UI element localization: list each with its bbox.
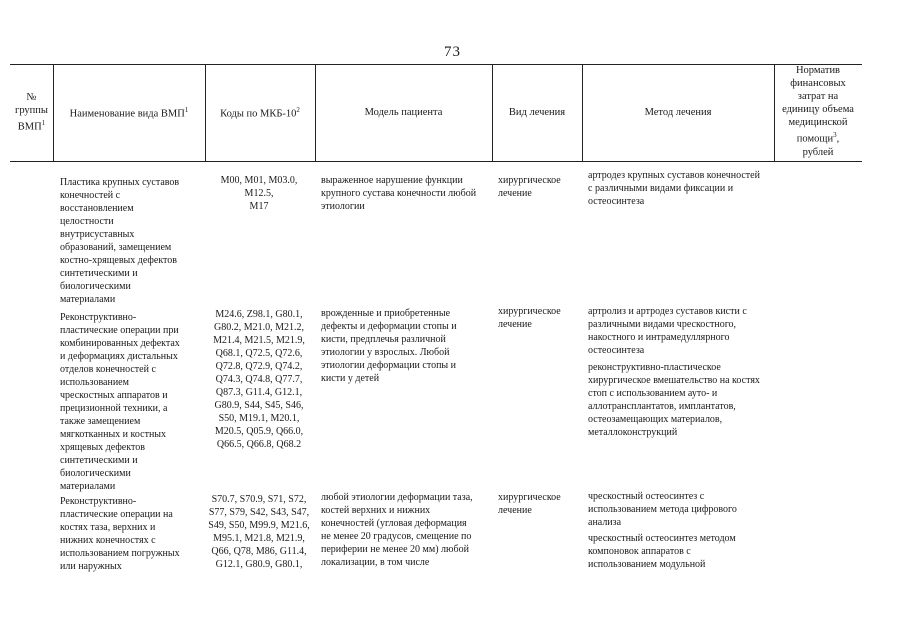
mkb-codes: S70.7, S70.9, S71, S72, S77, S79, S42, S43, S47, S49, S50, M99.9, M21.6, M95.1, M21.8, M21.9, Q66, Q78, M86, G11.4, G12.1, G80.9, G80.1, [208,494,310,570]
header-cost-norm: Норматив финансовых затрат на единицу объема медицинской помощи$^3$, рублей [782,65,854,158]
treatment-method: артродез крупных суставов конечностей с различными видами фиксации и остеосинтеза [588,170,760,207]
treatment-method: чрескостный остеосинтез методом компоновок аппаратов с использованием модульной [588,533,736,570]
page-number: 73 [444,44,461,60]
treatment-type: хирургическое лечение [498,175,561,199]
vmp-name: Реконструктивно- пластические операции при комбинированных дефектах и деформациях дистальных отделов конечностей с использованием чрескостных аппаратов и прецизионной техники, а также замещением мягкотканных и костных хрящевых дефектов синтетическими и биологическими материалами [60,312,180,492]
header-patient-model: Модель пациента [364,106,443,118]
header-group-no: № группы ВМП$^1$ [15,91,48,133]
treatment-method: чрескостный остеосинтез с использованием метода цифрового анализа [588,491,737,528]
treatment-method: артролиз и артродез суставов кисти с различными видами чрескостного, накостного и интрамедуллярного остеосинтеза [588,306,747,356]
patient-model: врожденные и приобретенные дефекты и деформации стопы и кисти, предплечья различной этиологии у взрослых. Любой этиологии деформации стопы и кисти у детей [321,308,457,384]
patient-model: выраженное нарушение функции крупного сустава конечности любой этиологии [321,175,477,212]
vmp-name: Пластика крупных суставов конечностей с восстановлением целостности внутрисуставных образований, замещением костно-хрящевых дефектов синтетическими и биологическими материалами [60,177,180,305]
treatment-type: хирургическое лечение [498,306,561,330]
treatment-type: хирургическое лечение [498,492,561,516]
header-treatment-method: Метод лечения [644,106,712,118]
treatment-method: реконструктивно-пластическое хирургическое вмешательство на костях стоп с использованием ауто- и аллотрансплантатов, имплантатов, остеозамещающих материалов, металлоконструкций [588,362,760,438]
header-vmp-name: Наименование вида ВМП$^1$ [69,105,189,120]
header-treatment-type: Вид лечения [508,106,566,118]
vmp-name: Реконструктивно- пластические операции на костях таза, верхних и нижних конечностях с использованием погружных или наружных [60,496,180,572]
patient-model: любой этиологии деформации таза, костей верхних и нижних конечностей (угловая деформация не менее 20 градусов, смещение по периферии не менее 20 мм) любой локализации, в том числе [321,492,473,568]
mkb-codes: M00, M01, M03.0, M12.5, M17 [220,175,298,212]
header-mkb-codes: Коды по МКБ-$10^2$ [220,105,300,120]
mkb-codes: M24.6, Z98.1, G80.1, G80.2, M21.0, M21.2, M21.4, M21.5, M21.9, Q68.1, Q72.5, Q72.6, Q72.8, Q72.9, Q74.2, Q74.3, Q74.8, Q77.7, Q87.3, G11.4, G12.1, G80.9, S44, S45, S46, S50, M19.1, M20.1, M20.5, Q05.9, Q66.0, Q66.5, Q66.8, Q68.2 [213,309,305,450]
